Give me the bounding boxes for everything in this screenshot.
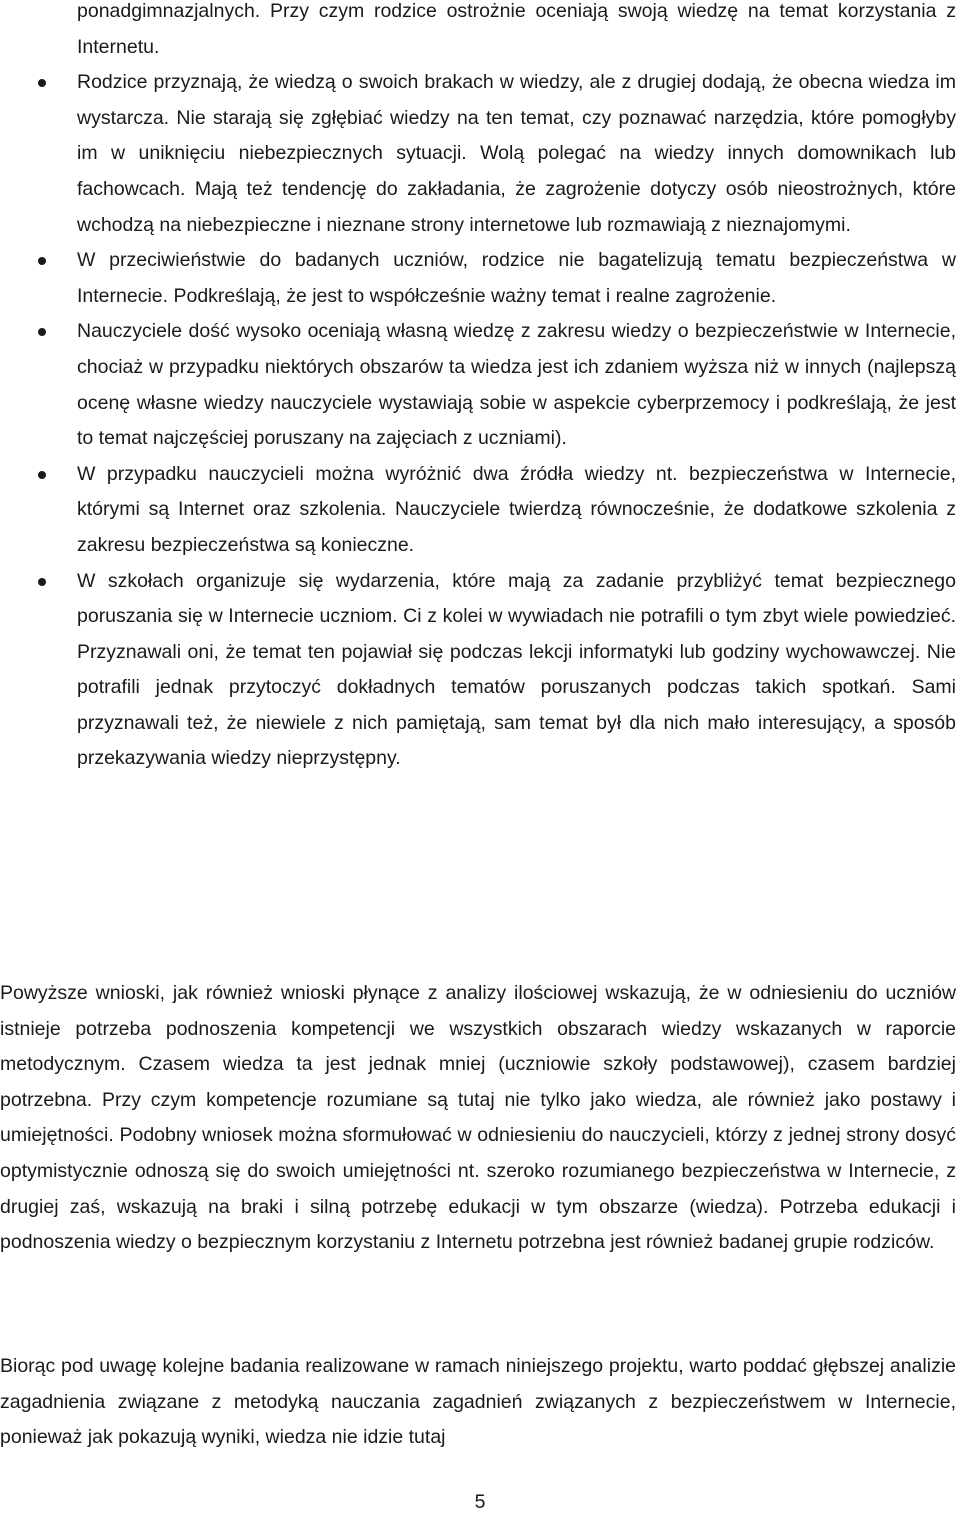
- list-item-text: Nauczyciele dość wysoko oceniają własną wiedzę z zakresu wiedzy o bezpieczeństwie w Internecie, chociaż w przypadku niektórych obszarów ta wiedza jest ich zdaniem wyższa niż w innych (najlepszą ocenę własne wiedzy nauczyciele wystawiają sobie w aspekcie cyberprzemocy i podkreślają, że jest to temat najczęściej poruszany na zajęciach z uczniami).: [77, 320, 956, 450]
- list-item: [0, 457, 960, 564]
- bullet-icon: [38, 257, 46, 265]
- list-item-text: W szkołach organizuje się wydarzenia, które mają za zadanie przybliżyć temat bezpiecznego poruszania się w Internecie uczniom. Ci z kolei w wywiadach nie potrafili o tym zbyt wiele powiedzieć. Przyznawali oni, że temat ten pojawiał się podczas lekcji informatyki lub godziny wychowawczej. Nie potrafili jednak przytoczyć dokładnych tematów poruszanych podczas takich spotkań. Sami przyznawali też, że niewiele z nich pamiętają, sam temat był dla nich mało interesujący, a sposób przekazywania wiedzy nieprzystępny.: [77, 569, 956, 770]
- list-item-text: W przypadku nauczycieli można wyróżnić dwa źródła wiedzy nt. bezpieczeństwa w Internecie, którymi są Internet oraz szkolenia. Nauczyciele twierdzą równocześnie, że dodatkowe szkolenia z zakresu bezpieczeństwa są konieczne.: [77, 462, 956, 556]
- page-number: 5: [474, 1491, 486, 1513]
- list-item-text: Rodzice przyznają, że wiedzą o swoich brakach w wiedzy, ale z drugiej dodają, że obecna wiedza im wystarcza. Nie starają się zgłębiać wiedzy na ten temat, czy poznawać narzędzia, które pomogłyby im w uniknięciu niebezpiecznych sytuacji. Wolą polegać na wiedzy innych domownikach lub fachowcach. Mają też tendencję do zakładania, że zagrożenie dotyczy osób nieostrożnych, które wchodzą na niebezpieczne i nieznane strony internetowe lub rozmawiają z nieznajomymi.: [77, 71, 956, 236]
- list-item-text: W przeciwieństwie do badanych uczniów, rodzice nie bagatelizują tematu bezpieczeństwa w Internecie. Podkreślają, że jest to współcześnie ważny temat i realne zagrożenie.: [77, 249, 956, 307]
- bullet-icon: [38, 79, 46, 87]
- list-item: [0, 65, 960, 243]
- summary-paragraph: Powyższe wnioski, jak również wnioski płynące z analizy ilościowej wskazują, że w odniesieniu do uczniów istnieje potrzeba podnoszenia kompetencji we wszystkich obszarach wiedzy wskazanych w raporcie metodycznym. Czasem wiedza ta jest jednak mniej (uczniowie szkoły podstawowej), czasem bardziej potrzebna. Przy czym kompetencje rozumiane są tutaj nie tylko jako wiedza, ale również jako postawy i umiejętności. Podobny wniosek można sformułować w odniesieniu do nauczycieli, którzy z jednej strony dosyć optymistycznie odnoszą się do swoich umiejętności nt. szeroko rozumianego bezpieczeństwa w Internecie, z drugiej zaś, wskazują na braki i silną potrzebę edukacji w tym obszarze (wiedza). Potrzeba edukacji i podnoszenia wiedzy o bezpiecznym korzystaniu z Internetu potrzebna jest również badanej grupie rodziców.: [0, 982, 956, 1254]
- list-item: [0, 564, 960, 778]
- list-item: [0, 314, 960, 456]
- bullet-icon: [38, 471, 46, 479]
- list-item-text: ponadgimnazjalnych. Przy czym rodzice ostrożnie oceniają swoją wiedzę na temat korzystania z Internetu.: [77, 0, 956, 58]
- list-item: [0, 0, 960, 65]
- bullet-icon: [38, 328, 46, 336]
- bullet-icon: [38, 578, 46, 586]
- next-steps-paragraph: Biorąc pod uwagę kolejne badania realizowane w ramach niniejszego projektu, warto poddać głębszej analizie zagadnienia związane z metodyką nauczania zagadnień związanych z bezpieczeństwem w Internecie, ponieważ jak pokazują wyniki, wiedza nie idzie tutaj: [0, 1355, 956, 1449]
- list-item: [0, 243, 960, 314]
